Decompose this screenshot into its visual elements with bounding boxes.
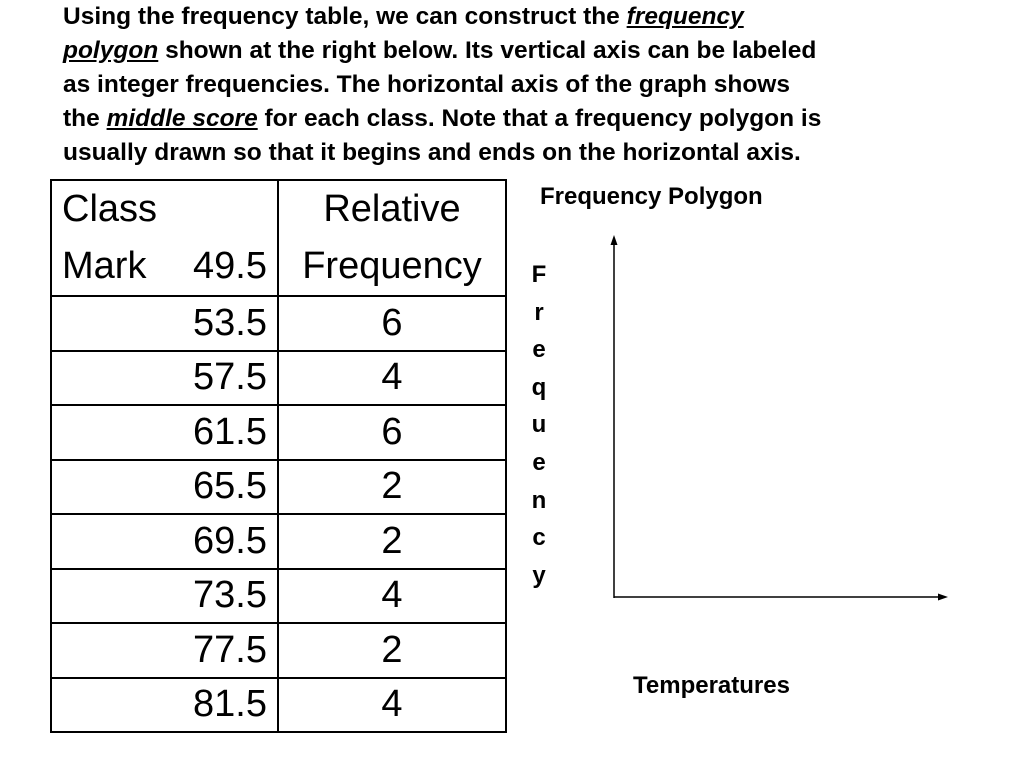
class-mark-cell: 57.5 bbox=[51, 351, 278, 406]
y-axis-arrow-icon bbox=[611, 235, 618, 245]
intro-line-2 bbox=[63, 34, 963, 68]
table-row bbox=[51, 623, 506, 678]
table-row bbox=[51, 678, 506, 733]
emphasis-middle-score: middle score bbox=[106, 105, 258, 132]
frequency-cell: 4 bbox=[278, 569, 506, 624]
y-axis-letter: F bbox=[531, 261, 547, 288]
header-first-value: 49.5 bbox=[193, 245, 267, 287]
class-mark-cell: 69.5 bbox=[51, 514, 278, 569]
y-axis-letter: c bbox=[532, 524, 546, 552]
intro-line-1 bbox=[63, 0, 963, 34]
y-axis-letter: r bbox=[534, 298, 544, 326]
table-row bbox=[51, 514, 506, 569]
header-class-label: Class bbox=[62, 188, 158, 230]
table-row bbox=[51, 405, 506, 460]
table-row bbox=[51, 351, 506, 406]
class-mark-cell: 53.5 bbox=[51, 296, 278, 351]
intro-text: Using the frequency table, we can construct the bbox=[63, 3, 627, 30]
class-mark-cell: 77.5 bbox=[51, 623, 278, 678]
chart-title: Frequency Polygon bbox=[540, 183, 763, 210]
frequency-cell: 2 bbox=[278, 514, 506, 569]
y-axis-label bbox=[528, 256, 550, 594]
table-row bbox=[51, 460, 506, 515]
frequency-cell: 4 bbox=[278, 351, 506, 406]
header-relative-label: Relative bbox=[323, 188, 461, 230]
class-mark-cell: 73.5 bbox=[51, 569, 278, 624]
y-axis-letter: e bbox=[532, 448, 546, 476]
intro-text: for each class. Note that a frequency polygon is bbox=[257, 105, 822, 132]
y-axis-letter: e bbox=[532, 336, 546, 364]
frequency-cell: 6 bbox=[278, 296, 506, 351]
intro-line-5: usually drawn so that it begins and ends on the horizontal axis. bbox=[63, 139, 801, 166]
frequency-table bbox=[50, 179, 507, 733]
relative-frequency-header bbox=[278, 180, 506, 296]
header-mark-row bbox=[62, 238, 277, 295]
intro-text: shown at the right below. Its vertical axis can be labeled bbox=[158, 37, 817, 64]
x-axis-label: Temperatures bbox=[633, 672, 790, 699]
chart-axes bbox=[600, 228, 960, 608]
y-axis-letter: q bbox=[531, 373, 547, 401]
y-axis-letter: n bbox=[531, 486, 547, 514]
intro-paragraph bbox=[63, 0, 963, 170]
frequency-cell: 2 bbox=[278, 460, 506, 515]
class-mark-cell: 81.5 bbox=[51, 678, 278, 733]
class-mark-cell: 61.5 bbox=[51, 405, 278, 460]
table-row bbox=[51, 296, 506, 351]
frequency-cell: 4 bbox=[278, 678, 506, 733]
table-row bbox=[51, 569, 506, 624]
intro-line-3: as integer frequencies. The horizontal axis of the graph shows bbox=[63, 71, 790, 98]
intro-line-4 bbox=[63, 102, 963, 136]
frequency-cell: 2 bbox=[278, 623, 506, 678]
x-axis-arrow-icon bbox=[938, 594, 948, 601]
class-mark-cell: 65.5 bbox=[51, 460, 278, 515]
table-header-row bbox=[51, 180, 506, 296]
frequency-cell: 6 bbox=[278, 405, 506, 460]
y-axis-letter: u bbox=[531, 411, 547, 439]
class-mark-header bbox=[51, 180, 278, 296]
emphasis-polygon: polygon bbox=[63, 37, 159, 64]
header-frequency-label: Frequency bbox=[302, 245, 482, 287]
header-mark-label: Mark bbox=[62, 245, 147, 287]
emphasis-frequency: frequency bbox=[626, 3, 744, 30]
intro-text: the bbox=[63, 105, 107, 132]
y-axis-letter: y bbox=[532, 561, 546, 589]
